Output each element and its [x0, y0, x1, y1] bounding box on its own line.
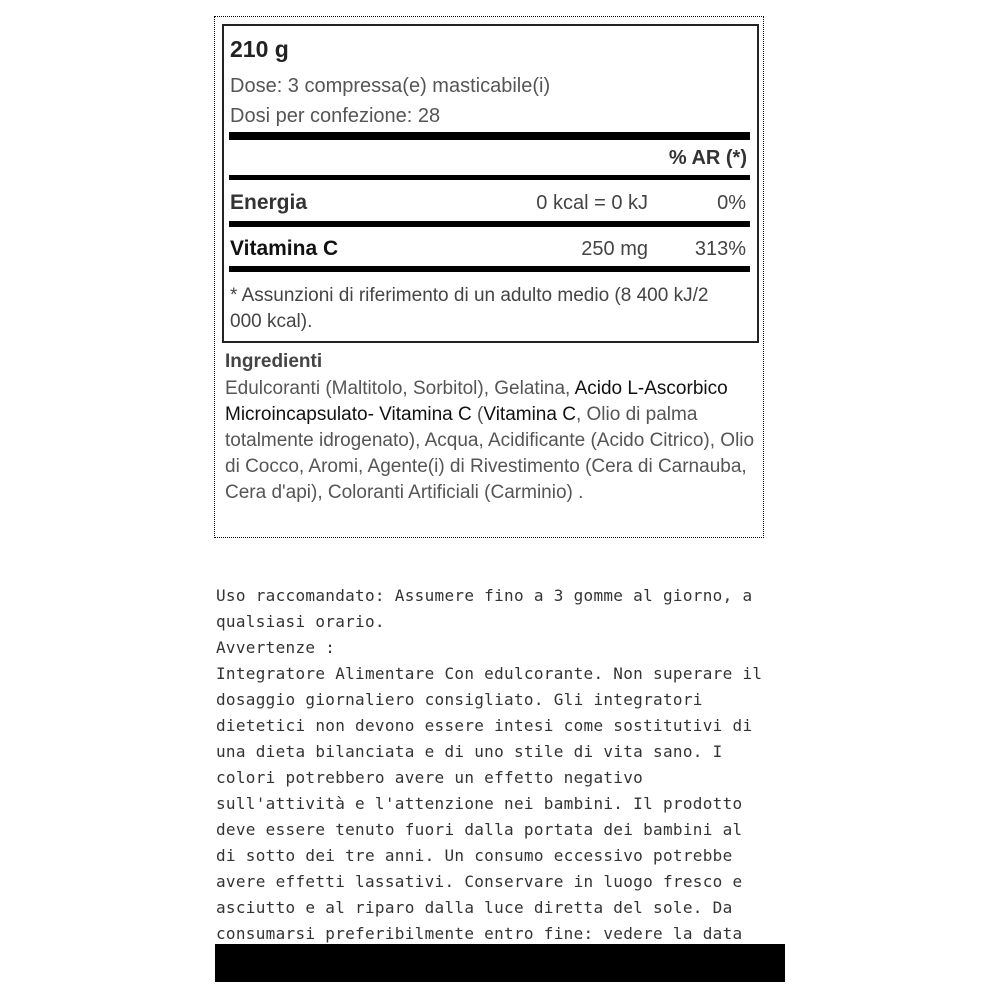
reference-intake-footnote: * Assunzioni di riferimento di un adulto medio (8 400 kJ/2 000 kcal). — [230, 285, 709, 332]
ingredients-highlight: Vitamina C — [483, 404, 576, 425]
net-weight: 210 g — [230, 36, 289, 62]
divider — [229, 175, 750, 180]
nutrient-amount-energy: 0 kcal = 0 kJ — [536, 192, 648, 214]
servings-per-pack: Dosi per confezione: 28 — [230, 105, 441, 127]
ingredients-text: ( — [471, 404, 484, 425]
ingredients-highlight: Acido L-Ascorbico Microincapsulato- Vitamina C — [225, 378, 728, 425]
nutrient-name-vitamin-c: Vitamina C — [230, 237, 339, 260]
ingredients-title: Ingredienti — [225, 351, 323, 372]
black-bar — [215, 944, 785, 982]
usage-and-warnings — [216, 583, 772, 973]
ingredients-text: Edulcoranti (Maltitolo, Sorbitol), Gelatina, — [225, 378, 575, 399]
ingredients-list — [225, 376, 761, 506]
nutrient-amount-vitamin-c: 250 mg — [581, 238, 648, 260]
nutrient-ar-energy: 0% — [717, 192, 746, 214]
divider-thick — [229, 132, 750, 140]
ar-column-header: % AR (*) — [668, 147, 747, 169]
divider — [229, 221, 750, 227]
nutrient-ar-vitamin-c: 313% — [694, 238, 746, 260]
warnings-label: Avvertenze : — [216, 638, 336, 657]
warnings-text: Integratore Alimentare Con edulcorante. Non superare il dosaggio giornaliero consigliato. Gli integratori dietetici non devono essere intesi come sostitutivi di una dieta bilanciata e di uno stile di vita sano. I colori potrebbero avere un effetto negativo sull'attività e l'attenzione nei bambini. Il prodotto deve essere tenuto fuori dalla portata dei bambini al di sotto dei tre anni. Un consumo eccessivo potrebbe avere effetti lassativi. Conservare in luogo fresco e asciutto e al riparo dalla luce diretta del sole. Da consumarsi preferibilmente entro fine: vedere la data — [216, 664, 763, 943]
divider — [229, 266, 750, 272]
recommended-use: Uso raccomandato: Assumere fino a 3 gomme al giorno, a qualsiasi orario. — [216, 586, 753, 631]
dose-info: Dose: 3 compressa(e) masticabile(i) — [230, 75, 551, 97]
nutrient-name-energy: Energia — [230, 191, 308, 214]
ingredients-text: , Olio di palma totalmente idrogenato), Acqua, Acidificante (Acido Citrico), Olio di Cocco, Aromi, Agente(i) di Rivestimento (Cera di Carnauba, Cera d'api), Coloranti Artificiali (Carminio) . — [225, 404, 755, 503]
